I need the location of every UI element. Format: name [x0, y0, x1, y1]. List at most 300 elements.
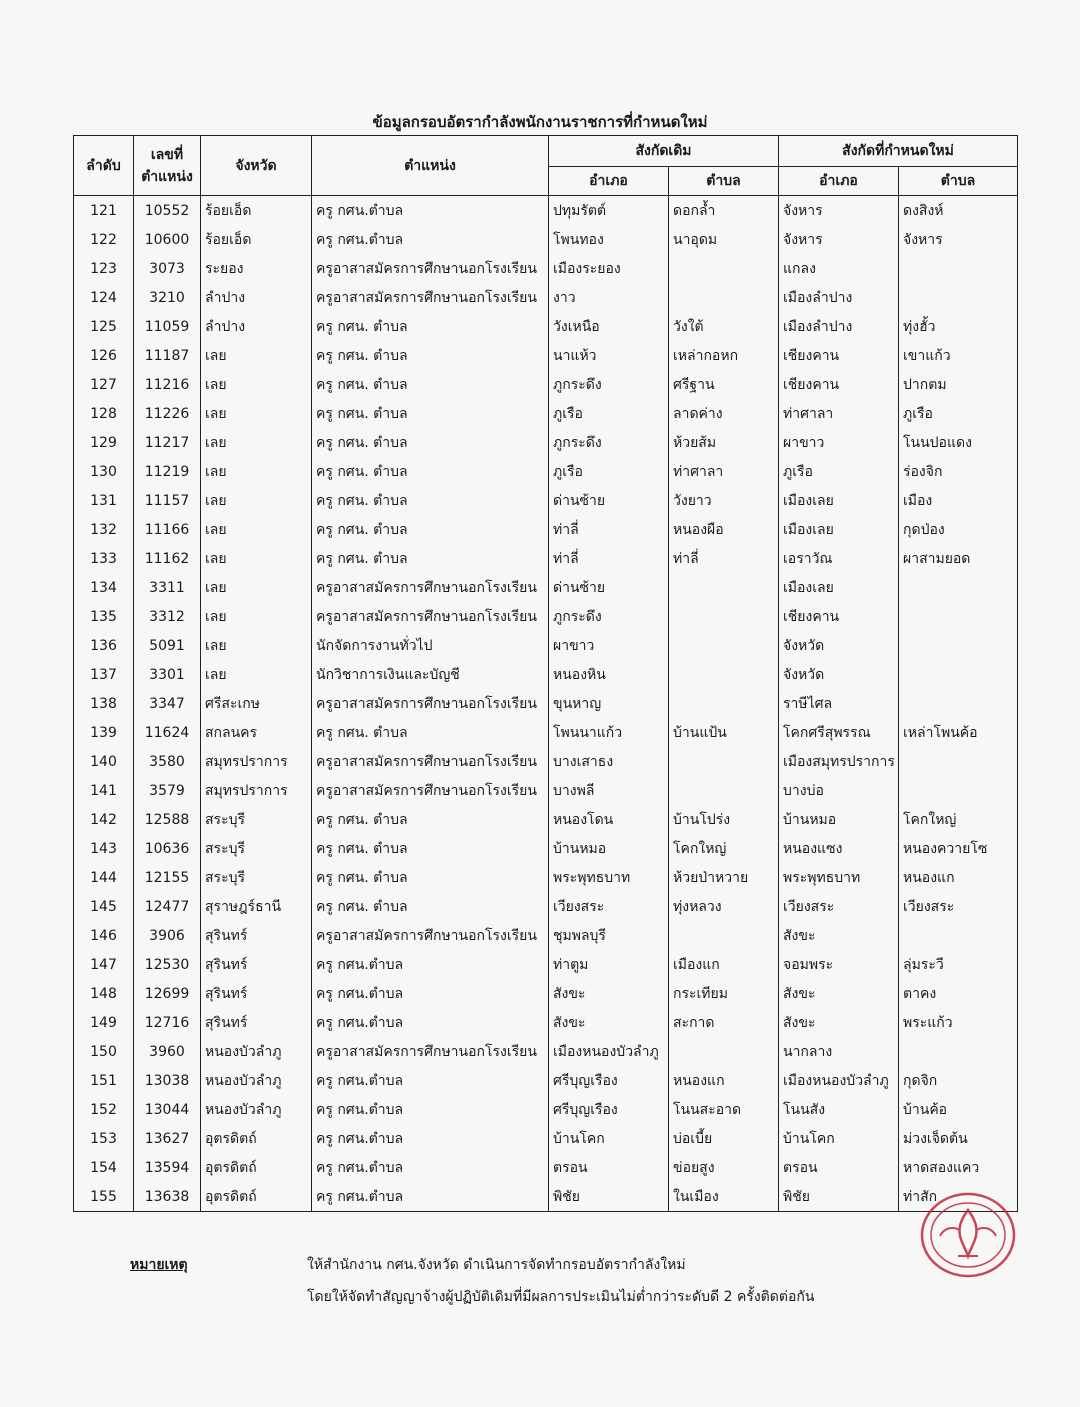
- cell-new-subdistrict: ร่องจิก: [899, 457, 1018, 486]
- cell-new-district: โนนสัง: [779, 1095, 899, 1124]
- cell-province: ลำปาง: [201, 283, 312, 312]
- cell-province: อุตรดิตถ์: [201, 1153, 312, 1182]
- cell-new-district: ผาขาว: [779, 428, 899, 457]
- cell-province: หนองบัวลำภู: [201, 1066, 312, 1095]
- cell-position-no: 12530: [134, 950, 201, 979]
- cell-new-subdistrict: ลุ่มระวี: [899, 950, 1018, 979]
- cell-position: ครู กศน. ตำบล: [312, 718, 549, 747]
- cell-original-subdistrict: [669, 660, 779, 689]
- cell-province: สุรินทร์: [201, 950, 312, 979]
- cell-original-subdistrict: โนนสะอาด: [669, 1095, 779, 1124]
- cell-new-subdistrict: [899, 283, 1018, 312]
- cell-seq: 141: [74, 776, 134, 805]
- note-line-1: ให้สำนักงาน กศน.จังหวัด ดำเนินการจัดทำกรอบอัตรากำลังใหม่: [307, 1257, 686, 1273]
- cell-new-subdistrict: [899, 747, 1018, 776]
- cell-province: สระบุรี: [201, 805, 312, 834]
- cell-new-district: ท่าศาลา: [779, 399, 899, 428]
- cell-position-no: 11162: [134, 544, 201, 573]
- cell-original-district: เมืองหนองบัวลำภู: [549, 1037, 669, 1066]
- cell-position-no: 13038: [134, 1066, 201, 1095]
- cell-position-no: 11059: [134, 312, 201, 341]
- table-row: [74, 660, 1018, 689]
- cell-new-subdistrict: ท่าสัก: [899, 1182, 1018, 1212]
- cell-position-no: 3580: [134, 747, 201, 776]
- col-header-new-group: สังกัดที่กำหนดใหม่: [779, 136, 1018, 167]
- cell-position: ครูอาสาสมัครการศึกษานอกโรงเรียน: [312, 689, 549, 718]
- cell-new-district: เอราวัณ: [779, 544, 899, 573]
- cell-seq: 153: [74, 1124, 134, 1153]
- cell-original-subdistrict: [669, 1037, 779, 1066]
- cell-seq: 133: [74, 544, 134, 573]
- cell-position: ครูอาสาสมัครการศึกษานอกโรงเรียน: [312, 1037, 549, 1066]
- cell-new-district: จังหวัด: [779, 631, 899, 660]
- cell-new-subdistrict: จังหาร: [899, 225, 1018, 254]
- cell-seq: 147: [74, 950, 134, 979]
- cell-seq: 128: [74, 399, 134, 428]
- page-title: ข้อมูลกรอบอัตรากำลังพนักงานราชการที่กำหนดใหม่: [372, 113, 708, 131]
- cell-position-no: 10636: [134, 834, 201, 863]
- cell-province: หนองบัวลำภู: [201, 1037, 312, 1066]
- cell-new-subdistrict: [899, 660, 1018, 689]
- cell-province: ร้อยเอ็ด: [201, 225, 312, 254]
- cell-original-subdistrict: [669, 283, 779, 312]
- cell-position: ครู กศน. ตำบล: [312, 805, 549, 834]
- table-row: [74, 225, 1018, 254]
- table-row: [74, 399, 1018, 428]
- cell-position: ครู กศน. ตำบล: [312, 457, 549, 486]
- cell-original-subdistrict: [669, 689, 779, 718]
- cell-new-subdistrict: [899, 921, 1018, 950]
- cell-original-district: ผาขาว: [549, 631, 669, 660]
- table-row: [74, 776, 1018, 805]
- cell-new-subdistrict: [899, 602, 1018, 631]
- cell-new-subdistrict: เวียงสระ: [899, 892, 1018, 921]
- cell-new-subdistrict: ปากตม: [899, 370, 1018, 399]
- col-header-position-no-line1: เลขที่: [150, 146, 184, 163]
- cell-position: ครู กศน.ตำบล: [312, 1124, 549, 1153]
- cell-province: สมุทรปราการ: [201, 776, 312, 805]
- cell-province: หนองบัวลำภู: [201, 1095, 312, 1124]
- cell-position-no: 11219: [134, 457, 201, 486]
- table-row: [74, 370, 1018, 399]
- cell-position: ครู กศน.ตำบล: [312, 979, 549, 1008]
- table-row: [74, 805, 1018, 834]
- table-row: [74, 312, 1018, 341]
- table-row: [74, 863, 1018, 892]
- cell-original-subdistrict: [669, 747, 779, 776]
- cell-original-subdistrict: ท่าศาลา: [669, 457, 779, 486]
- col-header-original-group: สังกัดเดิม: [549, 136, 779, 167]
- cell-original-subdistrict: สะกาด: [669, 1008, 779, 1037]
- table-row: [74, 573, 1018, 602]
- cell-position-no: 3073: [134, 254, 201, 283]
- cell-new-district: โคกศรีสุพรรณ: [779, 718, 899, 747]
- cell-original-district: เมืองระยอง: [549, 254, 669, 283]
- cell-province: อุตรดิตถ์: [201, 1124, 312, 1153]
- cell-original-subdistrict: หนองแก: [669, 1066, 779, 1095]
- cell-position-no: 12588: [134, 805, 201, 834]
- cell-original-district: ปทุมรัตต์: [549, 196, 669, 226]
- col-header-original-subdistrict: ตำบล: [669, 167, 779, 196]
- table-row: [74, 979, 1018, 1008]
- table-row: [74, 1037, 1018, 1066]
- cell-new-subdistrict: โนนปอแดง: [899, 428, 1018, 457]
- cell-position: นักวิชาการเงินและบัญชี: [312, 660, 549, 689]
- cell-new-subdistrict: โคกใหญ่: [899, 805, 1018, 834]
- cell-new-district: จังหาร: [779, 196, 899, 226]
- cell-original-district: ตรอน: [549, 1153, 669, 1182]
- cell-seq: 139: [74, 718, 134, 747]
- cell-position: ครูอาสาสมัครการศึกษานอกโรงเรียน: [312, 602, 549, 631]
- cell-position: ครู กศน. ตำบล: [312, 370, 549, 399]
- cell-seq: 151: [74, 1066, 134, 1095]
- cell-seq: 130: [74, 457, 134, 486]
- cell-position-no: 12699: [134, 979, 201, 1008]
- cell-new-subdistrict: ดงสิงห์: [899, 196, 1018, 226]
- cell-new-district: จังหวัด: [779, 660, 899, 689]
- cell-new-district: จอมพระ: [779, 950, 899, 979]
- cell-original-subdistrict: [669, 921, 779, 950]
- table-row: [74, 196, 1018, 226]
- cell-original-subdistrict: ลาดค่าง: [669, 399, 779, 428]
- cell-position-no: 13044: [134, 1095, 201, 1124]
- cell-position: ครู กศน.ตำบล: [312, 1095, 549, 1124]
- col-header-seq: ลำดับ: [74, 136, 134, 196]
- cell-position: ครูอาสาสมัครการศึกษานอกโรงเรียน: [312, 283, 549, 312]
- cell-position: ครู กศน. ตำบล: [312, 544, 549, 573]
- cell-position-no: 13627: [134, 1124, 201, 1153]
- cell-new-district: เมืองหนองบัวลำภู: [779, 1066, 899, 1095]
- cell-new-subdistrict: [899, 776, 1018, 805]
- cell-original-district: พิชัย: [549, 1182, 669, 1212]
- cell-province: สระบุรี: [201, 834, 312, 863]
- cell-new-subdistrict: หนองแก: [899, 863, 1018, 892]
- cell-original-subdistrict: บ่อเบี้ย: [669, 1124, 779, 1153]
- table-row: [74, 1182, 1018, 1212]
- cell-position: ครู กศน.ตำบล: [312, 1182, 549, 1212]
- cell-original-district: งาว: [549, 283, 669, 312]
- cell-original-district: พระพุทธบาท: [549, 863, 669, 892]
- cell-new-subdistrict: [899, 1037, 1018, 1066]
- table-row: [74, 1124, 1018, 1153]
- cell-original-subdistrict: ศรีฐาน: [669, 370, 779, 399]
- table-row: [74, 689, 1018, 718]
- cell-seq: 155: [74, 1182, 134, 1212]
- cell-province: เลย: [201, 544, 312, 573]
- cell-position-no: 13638: [134, 1182, 201, 1212]
- cell-new-subdistrict: กุดป่อง: [899, 515, 1018, 544]
- cell-original-subdistrict: ท่าลี่: [669, 544, 779, 573]
- cell-original-subdistrict: เมืองแก: [669, 950, 779, 979]
- cell-seq: 127: [74, 370, 134, 399]
- cell-original-district: ขุนหาญ: [549, 689, 669, 718]
- col-header-position: ตำแหน่ง: [312, 136, 549, 196]
- cell-new-subdistrict: เมือง: [899, 486, 1018, 515]
- cell-position-no: 3579: [134, 776, 201, 805]
- cell-new-district: บ้านโคก: [779, 1124, 899, 1153]
- cell-original-subdistrict: วังยาว: [669, 486, 779, 515]
- cell-new-district: สังขะ: [779, 979, 899, 1008]
- cell-new-subdistrict: ภูเรือ: [899, 399, 1018, 428]
- cell-new-district: พิชัย: [779, 1182, 899, 1212]
- cell-new-subdistrict: ตาคง: [899, 979, 1018, 1008]
- cell-position: ครูอาสาสมัครการศึกษานอกโรงเรียน: [312, 747, 549, 776]
- cell-position-no: 3347: [134, 689, 201, 718]
- cell-position: ครู กศน.ตำบล: [312, 225, 549, 254]
- cell-position: ครู กศน. ตำบล: [312, 428, 549, 457]
- table-row: [74, 834, 1018, 863]
- cell-province: เลย: [201, 341, 312, 370]
- cell-original-subdistrict: ห้วยป่าหวาย: [669, 863, 779, 892]
- cell-seq: 121: [74, 196, 134, 226]
- cell-position-no: 11226: [134, 399, 201, 428]
- cell-seq: 136: [74, 631, 134, 660]
- cell-new-district: เมืองลำปาง: [779, 283, 899, 312]
- cell-seq: 149: [74, 1008, 134, 1037]
- cell-position-no: 11216: [134, 370, 201, 399]
- cell-seq: 125: [74, 312, 134, 341]
- cell-original-subdistrict: ในเมือง: [669, 1182, 779, 1212]
- cell-new-district: เวียงสระ: [779, 892, 899, 921]
- cell-province: เลย: [201, 660, 312, 689]
- cell-position-no: 10552: [134, 196, 201, 226]
- table-row: [74, 921, 1018, 950]
- cell-new-district: เมืองเลย: [779, 515, 899, 544]
- cell-original-district: วังเหนือ: [549, 312, 669, 341]
- table-row: [74, 515, 1018, 544]
- cell-new-district: สังขะ: [779, 921, 899, 950]
- cell-position-no: 11187: [134, 341, 201, 370]
- cell-original-district: ภูกระดึง: [549, 428, 669, 457]
- cell-position-no: 11624: [134, 718, 201, 747]
- cell-new-district: เมืองลำปาง: [779, 312, 899, 341]
- cell-new-district: ตรอน: [779, 1153, 899, 1182]
- cell-seq: 138: [74, 689, 134, 718]
- cell-position: ครู กศน. ตำบล: [312, 515, 549, 544]
- cell-position: ครูอาสาสมัครการศึกษานอกโรงเรียน: [312, 573, 549, 602]
- table-row: [74, 1095, 1018, 1124]
- cell-original-district: ภูเรือ: [549, 457, 669, 486]
- table-row: [74, 341, 1018, 370]
- cell-seq: 124: [74, 283, 134, 312]
- cell-original-subdistrict: กระเทียม: [669, 979, 779, 1008]
- cell-seq: 140: [74, 747, 134, 776]
- cell-position: ครู กศน. ตำบล: [312, 312, 549, 341]
- cell-seq: 137: [74, 660, 134, 689]
- cell-position: ครูอาสาสมัครการศึกษานอกโรงเรียน: [312, 254, 549, 283]
- cell-position-no: 10600: [134, 225, 201, 254]
- table-row: [74, 747, 1018, 776]
- cell-new-subdistrict: หนองควายโซ: [899, 834, 1018, 863]
- table-row: [74, 631, 1018, 660]
- table-row: [74, 544, 1018, 573]
- cell-new-subdistrict: [899, 254, 1018, 283]
- col-header-position-no-line2: ตำแหน่ง: [141, 168, 193, 185]
- cell-province: เลย: [201, 486, 312, 515]
- table-row: [74, 283, 1018, 312]
- table-row: [74, 1153, 1018, 1182]
- table-row: [74, 1066, 1018, 1095]
- cell-original-district: ศรีบุญเรือง: [549, 1066, 669, 1095]
- cell-original-subdistrict: [669, 602, 779, 631]
- cell-original-subdistrict: โคกใหญ่: [669, 834, 779, 863]
- table-row: [74, 254, 1018, 283]
- cell-position: ครู กศน.ตำบล: [312, 196, 549, 226]
- cell-original-district: ท่าตูม: [549, 950, 669, 979]
- cell-original-subdistrict: ดอกล้ำ: [669, 196, 779, 226]
- cell-seq: 123: [74, 254, 134, 283]
- cell-position: ครูอาสาสมัครการศึกษานอกโรงเรียน: [312, 776, 549, 805]
- cell-new-district: เชียงคาน: [779, 602, 899, 631]
- cell-original-subdistrict: บ้านแป้น: [669, 718, 779, 747]
- cell-province: เลย: [201, 370, 312, 399]
- cell-original-district: บ้านหมอ: [549, 834, 669, 863]
- cell-seq: 134: [74, 573, 134, 602]
- cell-new-subdistrict: เขาแก้ว: [899, 341, 1018, 370]
- cell-province: เลย: [201, 573, 312, 602]
- cell-new-subdistrict: เหล่าโพนค้อ: [899, 718, 1018, 747]
- cell-seq: 148: [74, 979, 134, 1008]
- cell-original-subdistrict: [669, 631, 779, 660]
- cell-province: สุรินทร์: [201, 979, 312, 1008]
- cell-position-no: 3210: [134, 283, 201, 312]
- cell-new-subdistrict: [899, 689, 1018, 718]
- cell-new-subdistrict: บ้านค้อ: [899, 1095, 1018, 1124]
- table-row: [74, 457, 1018, 486]
- cell-new-subdistrict: หาดสองแคว: [899, 1153, 1018, 1182]
- cell-new-district: ภูเรือ: [779, 457, 899, 486]
- cell-position-no: 3906: [134, 921, 201, 950]
- cell-province: สุรินทร์: [201, 1008, 312, 1037]
- cell-new-district: เชียงคาน: [779, 341, 899, 370]
- cell-seq: 129: [74, 428, 134, 457]
- cell-original-subdistrict: [669, 254, 779, 283]
- col-header-new-subdistrict: ตำบล: [899, 167, 1018, 196]
- cell-province: เลย: [201, 602, 312, 631]
- cell-new-district: เมืองสมุทรปราการ: [779, 747, 899, 776]
- cell-original-district: หนองหิน: [549, 660, 669, 689]
- cell-new-district: สังขะ: [779, 1008, 899, 1037]
- cell-new-district: เมืองเลย: [779, 573, 899, 602]
- cell-new-subdistrict: ม่วงเจ็ดต้น: [899, 1124, 1018, 1153]
- cell-position: ครู กศน.ตำบล: [312, 1066, 549, 1095]
- cell-position: ครูอาสาสมัครการศึกษานอกโรงเรียน: [312, 921, 549, 950]
- cell-position: ครู กศน. ตำบล: [312, 863, 549, 892]
- cell-original-district: หนองโดน: [549, 805, 669, 834]
- cell-original-district: โพนนาแก้ว: [549, 718, 669, 747]
- table-row: [74, 950, 1018, 979]
- cell-original-district: สังขะ: [549, 1008, 669, 1037]
- cell-original-district: เวียงสระ: [549, 892, 669, 921]
- cell-position: ครู กศน. ตำบล: [312, 341, 549, 370]
- cell-position-no: 11157: [134, 486, 201, 515]
- cell-seq: 145: [74, 892, 134, 921]
- table-row: [74, 1008, 1018, 1037]
- cell-province: เลย: [201, 428, 312, 457]
- cell-original-district: ท่าลี่: [549, 544, 669, 573]
- cell-new-district: พระพุทธบาท: [779, 863, 899, 892]
- cell-new-district: ราษีไศล: [779, 689, 899, 718]
- cell-original-district: ภูกระดึง: [549, 370, 669, 399]
- table-row: [74, 602, 1018, 631]
- cell-original-subdistrict: เหล่ากอหก: [669, 341, 779, 370]
- cell-original-district: ท่าลี่: [549, 515, 669, 544]
- table-row: [74, 892, 1018, 921]
- cell-original-district: บ้านโคก: [549, 1124, 669, 1153]
- cell-new-district: เชียงคาน: [779, 370, 899, 399]
- cell-position: ครู กศน.ตำบล: [312, 1008, 549, 1037]
- cell-position: ครู กศน. ตำบล: [312, 834, 549, 863]
- cell-new-subdistrict: ผาสามยอด: [899, 544, 1018, 573]
- cell-original-subdistrict: นาอุดม: [669, 225, 779, 254]
- cell-seq: 152: [74, 1095, 134, 1124]
- col-header-position-no: [134, 136, 201, 196]
- cell-new-district: เมืองเลย: [779, 486, 899, 515]
- garuda-seal-icon: [918, 1190, 1018, 1280]
- cell-position: ครู กศน. ตำบล: [312, 892, 549, 921]
- cell-new-subdistrict: [899, 631, 1018, 660]
- cell-province: สระบุรี: [201, 863, 312, 892]
- cell-original-district: บางเสาธง: [549, 747, 669, 776]
- cell-position: ครู กศน. ตำบล: [312, 399, 549, 428]
- cell-new-district: บางบ่อ: [779, 776, 899, 805]
- cell-original-subdistrict: วังใต้: [669, 312, 779, 341]
- cell-new-district: จังหาร: [779, 225, 899, 254]
- cell-province: สมุทรปราการ: [201, 747, 312, 776]
- cell-original-district: นาแห้ว: [549, 341, 669, 370]
- cell-new-district: แกลง: [779, 254, 899, 283]
- cell-seq: 144: [74, 863, 134, 892]
- cell-original-subdistrict: [669, 573, 779, 602]
- cell-new-subdistrict: กุดจิก: [899, 1066, 1018, 1095]
- staff-frame-table: [73, 135, 1018, 1212]
- cell-position-no: 3312: [134, 602, 201, 631]
- cell-position-no: 5091: [134, 631, 201, 660]
- note-line-2: โดยให้จัดทำสัญญาจ้างผู้ปฏิบัติเดิมที่มีผลการประเมินไม่ต่ำกว่าระดับดี 2 ครั้งติดต่อกัน: [307, 1289, 815, 1305]
- cell-province: อุตรดิตถ์: [201, 1182, 312, 1212]
- cell-position: ครู กศน.ตำบล: [312, 950, 549, 979]
- cell-seq: 126: [74, 341, 134, 370]
- cell-seq: 154: [74, 1153, 134, 1182]
- cell-original-district: ภูเรือ: [549, 399, 669, 428]
- cell-position-no: 12155: [134, 863, 201, 892]
- cell-position-no: 3301: [134, 660, 201, 689]
- cell-original-district: ด่านซ้าย: [549, 573, 669, 602]
- cell-new-district: บ้านหมอ: [779, 805, 899, 834]
- cell-original-subdistrict: ห้วยส้ม: [669, 428, 779, 457]
- cell-position: นักจัดการงานทั่วไป: [312, 631, 549, 660]
- cell-province: ระยอง: [201, 254, 312, 283]
- cell-position-no: 12477: [134, 892, 201, 921]
- cell-new-district: นากลาง: [779, 1037, 899, 1066]
- cell-new-subdistrict: [899, 573, 1018, 602]
- cell-position-no: 11166: [134, 515, 201, 544]
- cell-province: สุราษฎร์ธานี: [201, 892, 312, 921]
- cell-original-district: บางพลี: [549, 776, 669, 805]
- cell-seq: 131: [74, 486, 134, 515]
- cell-original-district: โพนทอง: [549, 225, 669, 254]
- table-row: [74, 428, 1018, 457]
- cell-province: สกลนคร: [201, 718, 312, 747]
- cell-new-subdistrict: ทุ่งฮั้ว: [899, 312, 1018, 341]
- cell-original-subdistrict: ข่อยสูง: [669, 1153, 779, 1182]
- cell-seq: 142: [74, 805, 134, 834]
- cell-new-subdistrict: พระแก้ว: [899, 1008, 1018, 1037]
- cell-original-subdistrict: บ้านโปร่ง: [669, 805, 779, 834]
- cell-position-no: 13594: [134, 1153, 201, 1182]
- cell-position-no: 3960: [134, 1037, 201, 1066]
- cell-position-no: 12716: [134, 1008, 201, 1037]
